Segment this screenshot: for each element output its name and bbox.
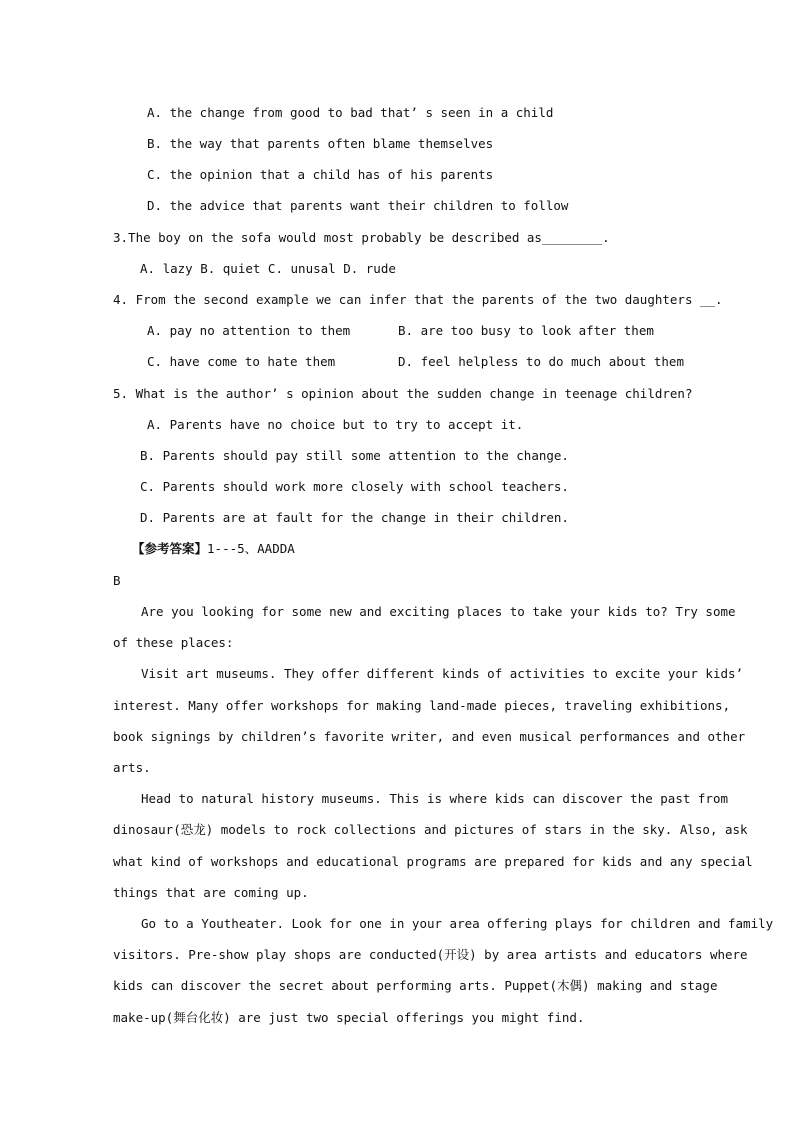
passage-line-6: arts. xyxy=(113,760,151,775)
passage-line-9: what kind of workshops and educational programs are prepared for kids and any special xyxy=(113,854,753,869)
q4-option-c: C. have come to hate them xyxy=(147,354,336,369)
section-b-label: B xyxy=(113,573,121,588)
q5-option-b: B. Parents should pay still some attention to the change. xyxy=(140,448,569,463)
q5-option-a: A. Parents have no choice but to try to accept it. xyxy=(147,417,524,432)
passage-line-3: Visit art museums. They offer different kinds of activities to excite your kids’ xyxy=(141,666,744,681)
q5-option-c: C. Parents should work more closely with school teachers. xyxy=(140,479,569,494)
passage-line-14: make-up(舞台化妆) are just two special offerings you might find. xyxy=(113,1010,585,1025)
q3-stem: 3.The boy on the sofa would most probably be described as________. xyxy=(113,230,610,245)
answer-key xyxy=(132,541,295,557)
passage-line-2: of these places: xyxy=(113,635,234,650)
passage-line-5: book signings by children’s favorite writer, and even musical performances and other xyxy=(113,729,746,744)
q2-option-a: A. the change from good to bad that’ s seen in a child xyxy=(147,105,554,120)
q2-option-c: C. the opinion that a child has of his parents xyxy=(147,167,494,182)
q4-stem: 4. From the second example we can infer that the parents of the two daughters __. xyxy=(113,292,723,307)
passage-line-7: Head to natural history museums. This is where kids can discover the past from xyxy=(141,791,728,806)
q2-option-b: B. the way that parents often blame themselves xyxy=(147,136,494,151)
q5-option-d: D. Parents are at fault for the change in their children. xyxy=(140,510,569,525)
passage-line-4: interest. Many offer workshops for making land-made pieces, traveling exhibitions, xyxy=(113,698,731,713)
passage-line-12: visitors. Pre-show play shops are conducted(开设) by area artists and educators where xyxy=(113,947,748,962)
passage-line-1: Are you looking for some new and exciting places to take your kids to? Try some xyxy=(141,604,736,619)
q4-option-d: D. feel helpless to do much about them xyxy=(398,354,684,369)
passage-line-13: kids can discover the secret about performing arts. Puppet(木偶) making and stage xyxy=(113,978,718,993)
q3-options: A. lazy B. quiet C. unusal D. rude xyxy=(140,261,396,276)
passage-line-8: dinosaur(恐龙) models to rock collections and pictures of stars in the sky. Also, ask xyxy=(113,822,748,837)
answer-key-label: 【参考答案】 xyxy=(132,541,208,556)
passage-line-11: Go to a Youtheater. Look for one in your area offering plays for children and family xyxy=(141,916,774,931)
answer-key-value: 1---5、AADDA xyxy=(207,541,295,556)
q4-option-b: B. are too busy to look after them xyxy=(398,323,654,338)
q4-option-a: A. pay no attention to them xyxy=(147,323,351,338)
q5-stem: 5. What is the author’ s opinion about the sudden change in teenage children? xyxy=(113,386,693,401)
passage-line-10: things that are coming up. xyxy=(113,885,309,900)
q2-option-d: D. the advice that parents want their children to follow xyxy=(147,198,569,213)
